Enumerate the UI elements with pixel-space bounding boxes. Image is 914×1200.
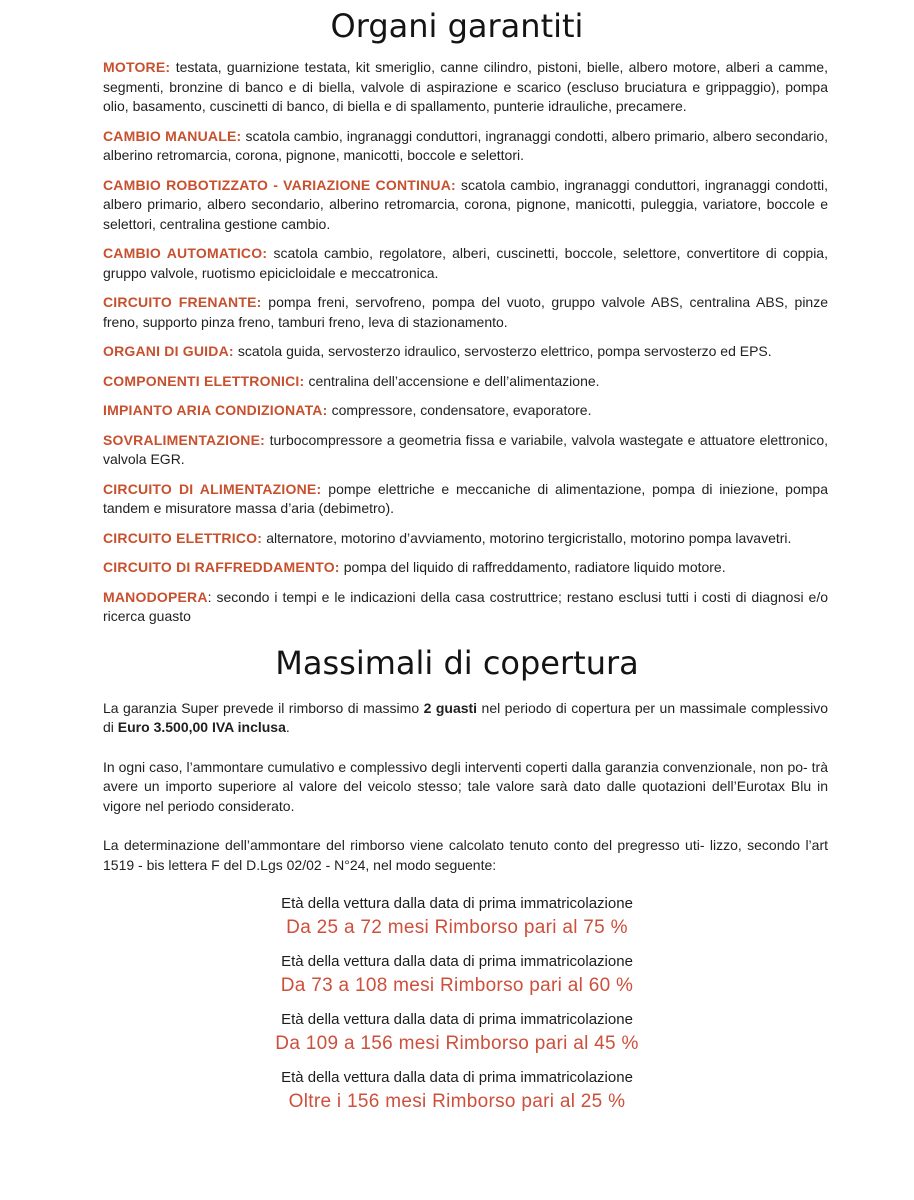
section-cambio-robotizzato [103,176,828,235]
section-circuito-elettrico-text: alternatore, motorino d’avviamento, motorino tergicristallo, motorino pompa lavavetri. [266,529,792,546]
section-componenti-elettronici-text: centralina dell’accensione e dell’alimentazione. [308,372,600,389]
section-cambio-robotizzato-text: scatola cambio, ingranaggi conduttori, ingranaggi condotti, albero primario, albero secondario, alberino retromarcia, corona, pignone, manicotti, puleggia, variatore, boccole e selettori, centralina gestione cambio. [103,176,828,232]
section-organi-di-guida [103,342,828,362]
refund-tier-3-age: Età della vettura dalla data di prima immatricolazione [281,1011,633,1028]
refund-tier-1-age: Età della vettura dalla data di prima immatricolazione [281,895,633,912]
section-cambio-robotizzato-label: CAMBIO ROBOTIZZATO - VARIAZIONE CONTINUA: [103,176,462,193]
section-organi-di-guida-text: scatola guida, servosterzo idraulico, servosterzo elettrico, pompa servosterzo ed EPS. [237,343,772,359]
section-motore-label: MOTORE: [103,59,176,75]
section-manodopera [103,588,828,627]
section-motore [103,58,828,117]
section-organi-di-guida-label: ORGANI DI GUIDA: [103,343,238,359]
section-circuito-alimentazione-text: pompe elettriche e meccaniche di alimentazione, pompa di iniezione, pompa tandem e misuratore massa d’aria (debimetro). [103,480,828,516]
refund-tier-4-age: Età della vettura dalla data di prima immatricolazione [281,1069,633,1086]
section-impianto-aria-label: IMPIANTO ARIA CONDIZIONATA: [103,402,332,418]
section-cambio-automatico-text: scatola cambio, regolatore, alberi, cuscinetti, boccole, selettore, convertitore di coppia, gruppo valvole, ruotismo epicicloidale e meccatronica. [103,245,828,281]
refund-tier-4-amount: Oltre i 156 mesi Rimborso pari al 25 % [288,1091,626,1112]
refund-tiers-list [0,895,914,1114]
section-sovralimentazione-label: SOVRALIMENTAZIONE: [103,431,270,448]
massimali-p1-bold-euro: Euro 3.500,00 IVA inclusa [117,719,286,735]
section-manodopera-label: MANODOPERA [103,588,208,605]
massimali-di-copertura-title: Massimali di copertura [275,643,639,682]
section-circuito-elettrico-label: CIRCUITO ELETTRICO: [103,529,267,546]
massimali-paragraph-3: La determinazione dell’ammontare del rimborso viene calcolato tenuto conto del pregresso uti- lizzo, secondo l’art 1519 - bis lettera F del D.Lgs 02/02 - N°24, nel modo seguente: [103,837,828,873]
section-motore-text: testata, guarnizione testata, kit smeriglio, canne cilindro, pistoni, bielle, albero motore, alberi a camme, segmenti, bronzine di banco e di biella, valvole di aspirazione e scarico (escluso bruciatura e grippaggio), pompa olio, basamento, cuscinetti di banco, di biella e di spallamento, punterie idrauliche, precamere. [103,59,828,114]
section-impianto-aria [103,401,828,421]
refund-tier-3-amount: Da 109 a 156 mesi Rimborso pari al 45 % [275,1033,639,1054]
organi-garantiti-title: Organi garantiti [330,7,584,45]
section-circuito-elettrico [103,529,828,549]
section-cambio-automatico-label: CAMBIO AUTOMATICO: [103,245,274,261]
section-manodopera-text: : secondo i tempi e le indicazioni della casa costruttrice; restano esclusi tutti i costi di diagnosi e/o ricerca guasto [103,588,828,624]
massimali-paragraph-2: In ogni caso, l’ammontare cumulativo e complessivo degli interventi coperti dalla garanzia convenzionale, non po- trà avere un importo superiore al valore del veicolo stesso; tale valore sarà dato dalle quotazioni dell’Eurotax Blu in vigore nel periodo considerato. [103,758,828,814]
refund-tier-2-age: Età della vettura dalla data di prima immatricolazione [281,953,633,970]
section-circuito-frenante [103,293,828,332]
massimali-paragraph-1 [103,699,828,738]
section-circuito-raffreddamento [103,558,828,578]
section-impianto-aria-text: compressore, condensatore, evaporatore. [331,402,592,418]
refund-tier-2-amount: Da 73 a 108 mesi Rimborso pari al 60 % [280,975,634,996]
section-circuito-frenante-label: CIRCUITO FRENANTE: [103,294,269,310]
refund-tier-1 [0,895,914,940]
section-cambio-manuale-label: CAMBIO MANUALE: [103,127,246,144]
section-circuito-raffreddamento-text: pompa del liquido di raffreddamento, radiatore liquido motore. [343,559,726,575]
massimali-p1-part-2: nel periodo di copertura per un massimale complessivo di [103,699,828,735]
section-circuito-frenante-text: pompa freni, servofreno, pompa del vuoto, gruppo valvole ABS, centralina ABS, pinze freno, supporto pinza freno, tamburi freno, leva di stazionamento. [103,294,828,330]
section-componenti-elettronici [103,372,828,392]
massimali-p1-part-1: La garanzia Super prevede il rimborso di massimo [103,699,424,716]
section-cambio-manuale-text: scatola cambio, ingranaggi conduttori, ingranaggi condotti, albero primario, albero secondario, alberino retromarcia, corona, pignone, manicotti, boccole e selettori. [103,127,828,163]
refund-tier-3 [0,1011,914,1056]
refund-tier-4 [0,1069,914,1114]
section-circuito-alimentazione-label: CIRCUITO DI ALIMENTAZIONE: [103,480,329,497]
section-circuito-alimentazione [103,480,828,519]
section-componenti-elettronici-label: COMPONENTI ELETTRONICI: [103,372,309,389]
section-cambio-automatico [103,244,828,283]
refund-tier-1-amount: Da 25 a 72 mesi Rimborso pari al 75 % [286,917,628,938]
refund-tier-2 [0,953,914,998]
section-cambio-manuale [103,127,828,166]
massimali-p1-part-3: . [285,719,290,735]
section-sovralimentazione-text: turbocompressore a geometria fissa e variabile, valvola wastegate e attuatore elettronico, valvola EGR. [103,431,829,467]
section-circuito-raffreddamento-label: CIRCUITO DI RAFFREDDAMENTO: [103,559,344,575]
section-sovralimentazione [103,431,828,470]
massimali-p1-bold-guasti: 2 guasti [423,699,478,716]
